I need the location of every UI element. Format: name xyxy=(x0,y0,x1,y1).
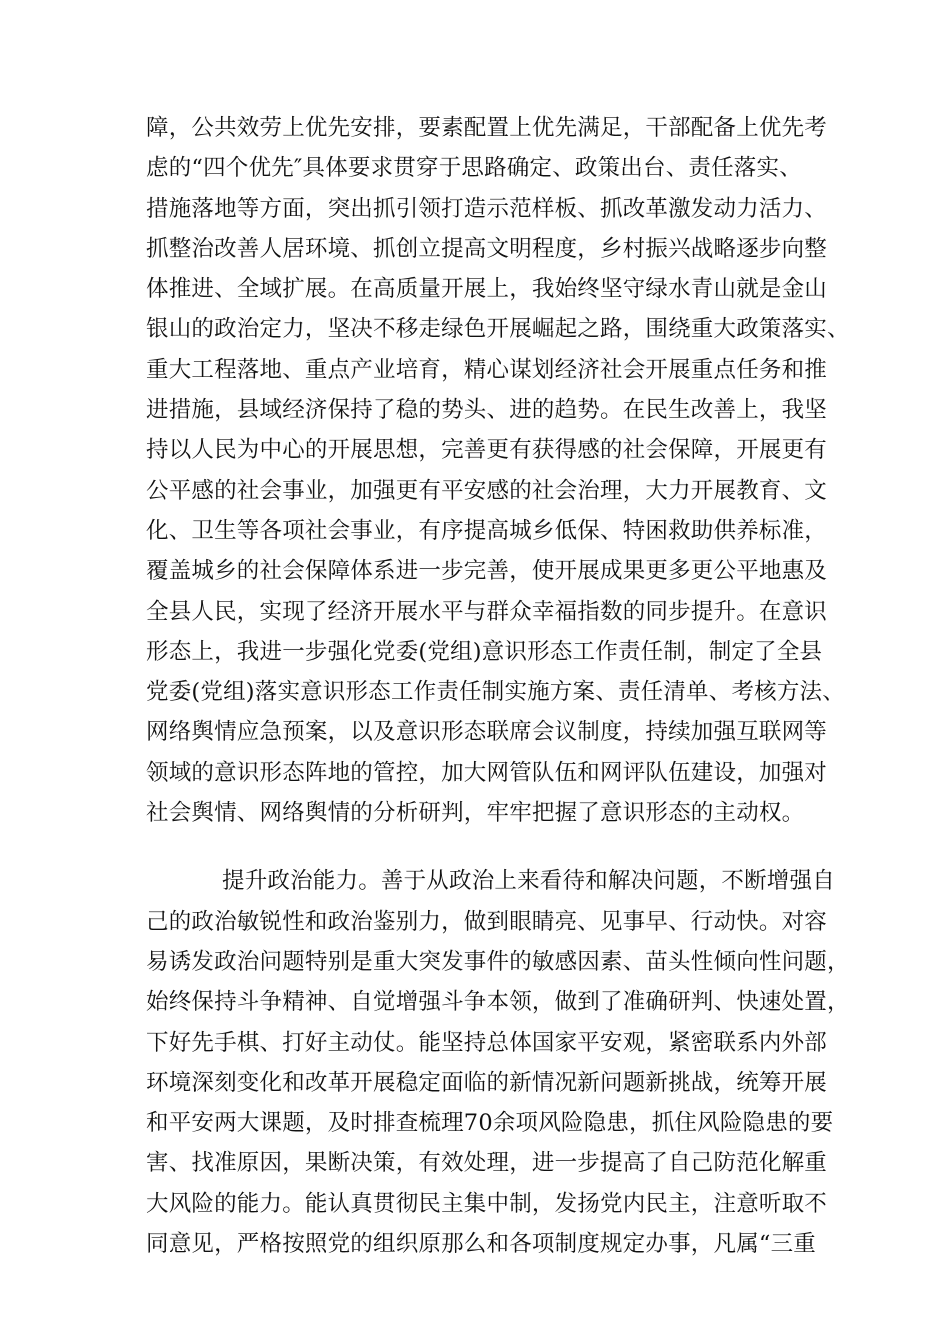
text-line: 社会舆情、网络舆情的分析研判，牢牢把握了意识形态的主动权。 xyxy=(146,800,805,827)
text-line: 进措施，县域经济保持了稳的势头、进的趋势。在民生改善上，我坚 xyxy=(146,397,828,424)
text-line: 和平安两大课题，及时排查梳理70余项风险隐患，抓住风险隐患的要 xyxy=(146,1110,834,1137)
text-line: 网络舆情应急预案，以及意识形态联席会议制度，持续加强互联网等 xyxy=(146,719,828,746)
paragraph-gap xyxy=(146,833,810,861)
text-line: 化、卫生等各项社会事业，有序提高城乡低保、特困救助供养标准， xyxy=(146,517,828,544)
text-line: 提升政治能力。善于从政治上来看待和解决问题，不断增强自 xyxy=(222,868,835,895)
text-line: 大风险的能力。能认真贯彻民主集中制，发扬党内民主，注意听取不 xyxy=(146,1190,828,1217)
text-line: 重大工程落地、重点产业培育，精心谋划经济社会开展重点任务和推 xyxy=(146,356,828,383)
document-body xyxy=(146,108,850,1264)
text-line: 易诱发政治问题特别是重大突发事件的敏感因素、苗头性倾向性问题， xyxy=(146,948,850,975)
text-line: 全县人民，实现了经济开展水平与群众幸福指数的同步提升。在意识 xyxy=(146,598,828,625)
text-line: 害、找准原因，果断决策，有效处理，进一步提高了自己防范化解重 xyxy=(146,1150,828,1177)
text-line: 虑的“四个优先″具体要求贯穿于思路确定、政策出台、责任落实、 xyxy=(146,155,802,182)
text-line: 覆盖城乡的社会保障体系进一步完善，使开展成果更多更公平地惠及 xyxy=(146,558,828,585)
text-line: 银山的政治定力，坚决不移走绿色开展崛起之路，围绕重大政策落实、 xyxy=(146,316,850,343)
text-line: 措施落地等方面，突出抓引领打造示范样板、抓改革激发动力活力、 xyxy=(146,195,828,222)
text-line: 障，公共效劳上优先安排，要素配置上优先满足，干部配备上优先考 xyxy=(146,115,828,141)
text-line: 下好先手棋、打好主动仗。能坚持总体国家平安观，紧密联系内外部 xyxy=(146,1029,828,1056)
text-line: 党委(党组)落实意识形态工作责任制实施方案、责任清单、考核方法、 xyxy=(146,679,845,706)
text-line: 抓整治改善人居环境、抓创立提高文明程度，乡村振兴战略逐步向整 xyxy=(146,235,828,262)
text-line: 始终保持斗争精神、自觉增强斗争本领，做到了准确研判、快速处置， xyxy=(146,989,850,1016)
text-line: 己的政治敏锐性和政治鉴别力，做到眼睛亮、见事早、行动快。对容 xyxy=(146,908,828,935)
text-line: 体推进、全域扩展。在高质量开展上，我始终坚守绿水青山就是金山 xyxy=(146,276,828,303)
text-line: 持以人民为中心的开展思想，完善更有获得感的社会保障，开展更有 xyxy=(146,437,828,464)
paragraph-political-ability xyxy=(146,861,850,1264)
text-line: 环境深刻变化和改革开展稳定面临的新情况新问题新挑战，统筹开展 xyxy=(146,1069,828,1096)
text-line: 公平感的社会事业，加强更有平安感的社会治理，大力开展教育、文 xyxy=(146,477,828,504)
text-line: 领域的意识形态阵地的管控，加大网管队伍和网评队伍建设，加强对 xyxy=(146,759,828,786)
paragraph-continuation xyxy=(146,108,850,833)
text-line: 同意见，严格按照党的组织原那么和各项制度规定办事，凡属“三重 xyxy=(146,1231,817,1258)
text-line: 形态上，我进一步强化党委(党组)意识形态工作责任制，制定了全县 xyxy=(146,638,823,665)
